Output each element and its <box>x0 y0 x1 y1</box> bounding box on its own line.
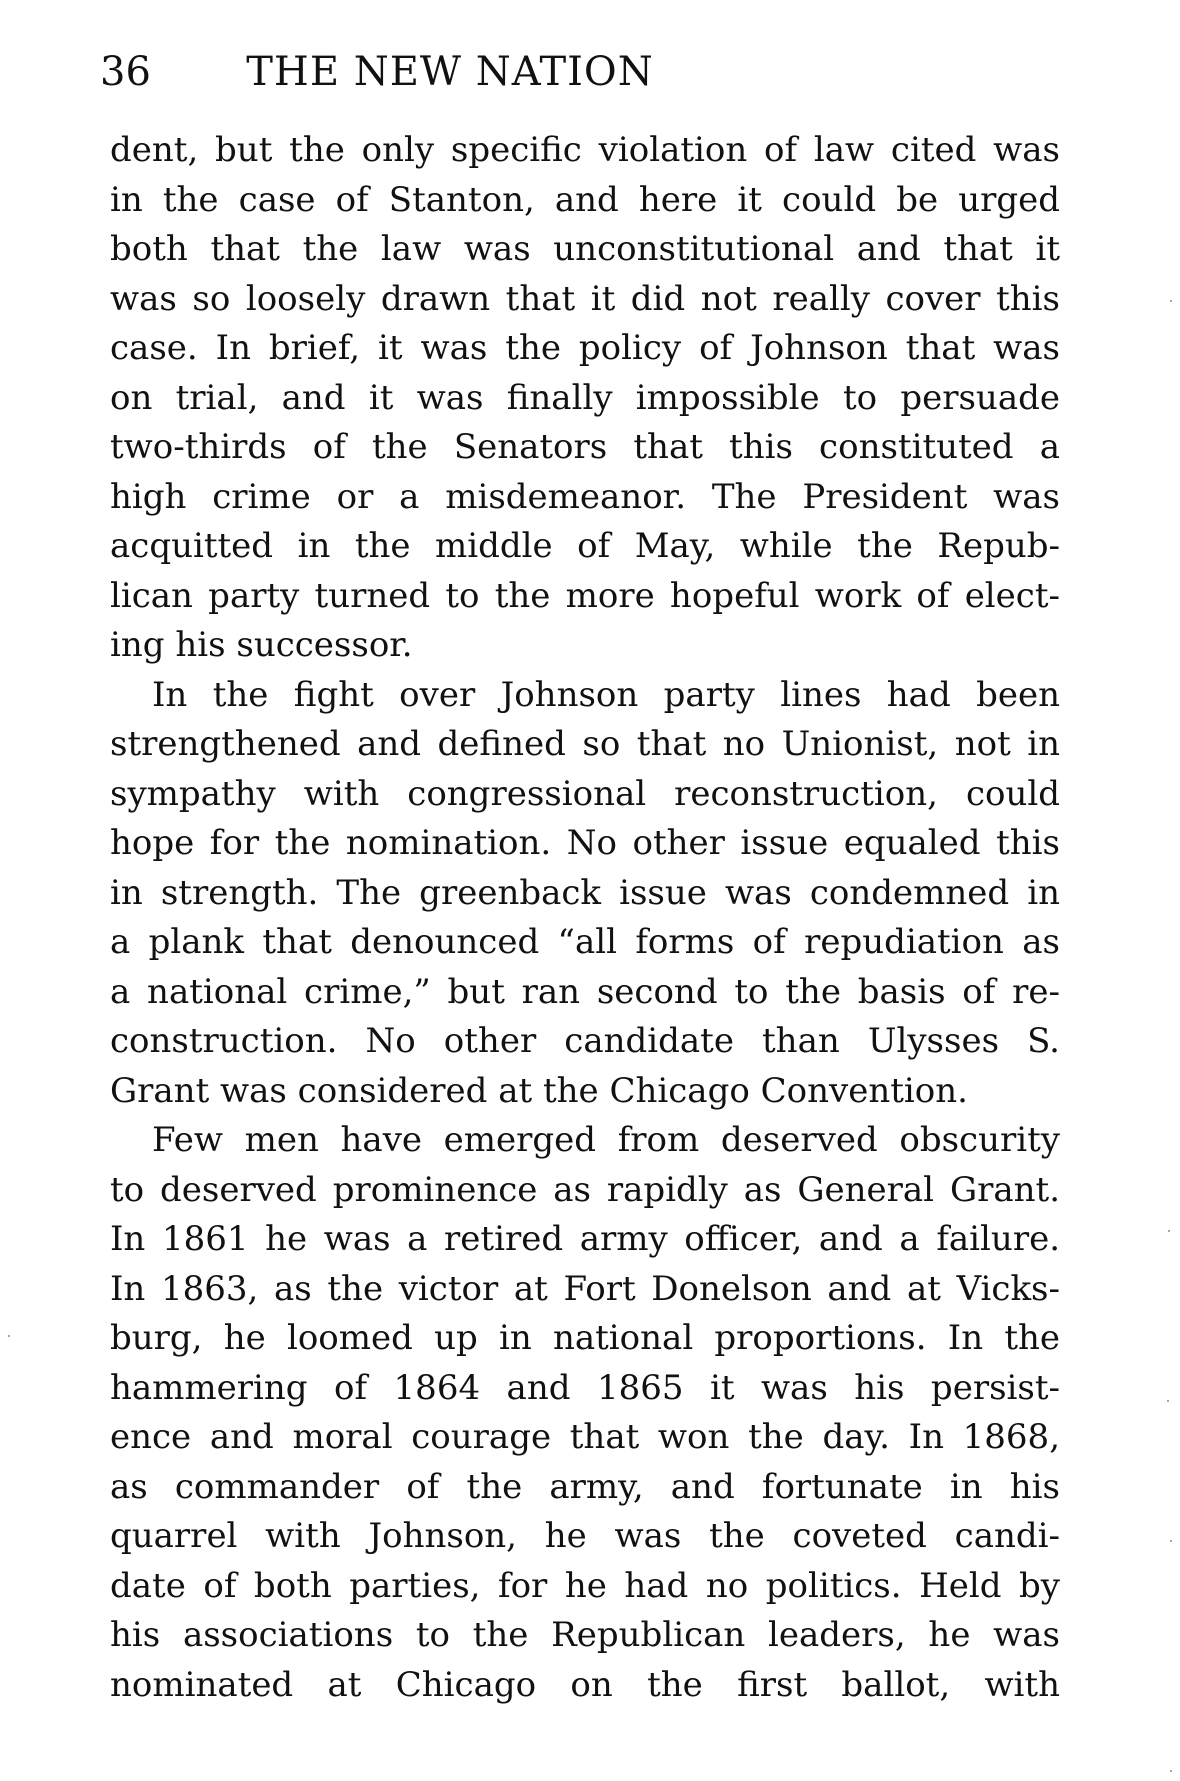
text-line: both that the law was unconstitutional and that it <box>110 229 1060 269</box>
text-line: hope for the nomination. No other issue equaled this <box>110 823 1060 863</box>
text-line: In 1861 he was a retired army officer, and a failure. <box>110 1219 1060 1259</box>
paper-speck <box>1168 1230 1170 1232</box>
text-line: burg, he loomed up in national proportions. In the <box>110 1318 1060 1358</box>
text-line: sympathy with congressional reconstruction, could <box>110 773 1060 814</box>
text-line: dent, but the only specific violation of law cited was <box>110 130 1060 170</box>
text-line: quarrel with Johnson, he was the coveted candi- <box>110 1516 1060 1556</box>
text-line: ing his successor. <box>110 625 413 665</box>
text-line: In the fight over Johnson party lines had been <box>152 674 1060 715</box>
paper-speck <box>1170 1770 1172 1772</box>
body-text <box>110 126 1060 1710</box>
paper-speck <box>8 1335 10 1337</box>
text-line: was so loosely drawn that it did not really cover this <box>110 278 1060 319</box>
text-line: his associations to the Republican leaders, he was <box>110 1615 1060 1655</box>
paragraph-1 <box>110 126 1060 671</box>
text-line: a national crime,” but ran second to the basis of re- <box>110 971 1060 1012</box>
text-line: strengthened and defined so that no Unionist, not in <box>110 724 1060 764</box>
text-line: Grant was considered at the Chicago Convention. <box>110 1070 968 1111</box>
text-line: case. In brief, it was the policy of Johnson that was <box>110 328 1060 368</box>
text-line: on trial, and it was finally impossible to persuade <box>110 377 1060 418</box>
text-line: acquitted in the middle of May, while the Repub- <box>110 526 1060 566</box>
page-number: 36 <box>100 49 151 95</box>
text-line: hammering of 1864 and 1865 it was his persist- <box>110 1367 1060 1408</box>
text-line: as commander of the army, and fortunate in his <box>110 1466 1060 1507</box>
text-line: a plank that denounced “all forms of repudiation as <box>110 922 1060 962</box>
paragraph-3 <box>110 1116 1060 1710</box>
text-line: high crime or a misdemeanor. The President was <box>110 476 1060 517</box>
paper-speck <box>1170 1540 1172 1542</box>
text-line: ence and moral courage that won the day. In 1868, <box>110 1417 1060 1457</box>
text-line: to deserved prominence as rapidly as General Grant. <box>110 1169 1060 1210</box>
text-line: in the case of Stanton, and here it could be urged <box>110 179 1060 220</box>
text-line: In 1863, as the victor at Fort Donelson and at Vicks- <box>110 1268 1060 1309</box>
running-head: THE NEW NATION <box>246 49 654 95</box>
text-line: in strength. The greenback issue was condemned in <box>110 872 1060 913</box>
text-line: two-thirds of the Senators that this constituted a <box>110 427 1060 467</box>
text-line: construction. No other candidate than Ulysses S. <box>110 1021 1060 1061</box>
page-header <box>100 42 1080 102</box>
paragraph-2 <box>110 671 1060 1117</box>
text-line: nominated at Chicago on the first ballot, with <box>110 1664 1060 1705</box>
text-line: Few men have emerged from deserved obscurity <box>152 1120 1060 1160</box>
text-line: date of both parties, for he had no politics. Held by <box>110 1565 1060 1606</box>
paper-speck <box>1167 1400 1169 1402</box>
paper-speck <box>1170 300 1172 302</box>
text-line: lican party turned to the more hopeful work of elect- <box>110 575 1060 616</box>
